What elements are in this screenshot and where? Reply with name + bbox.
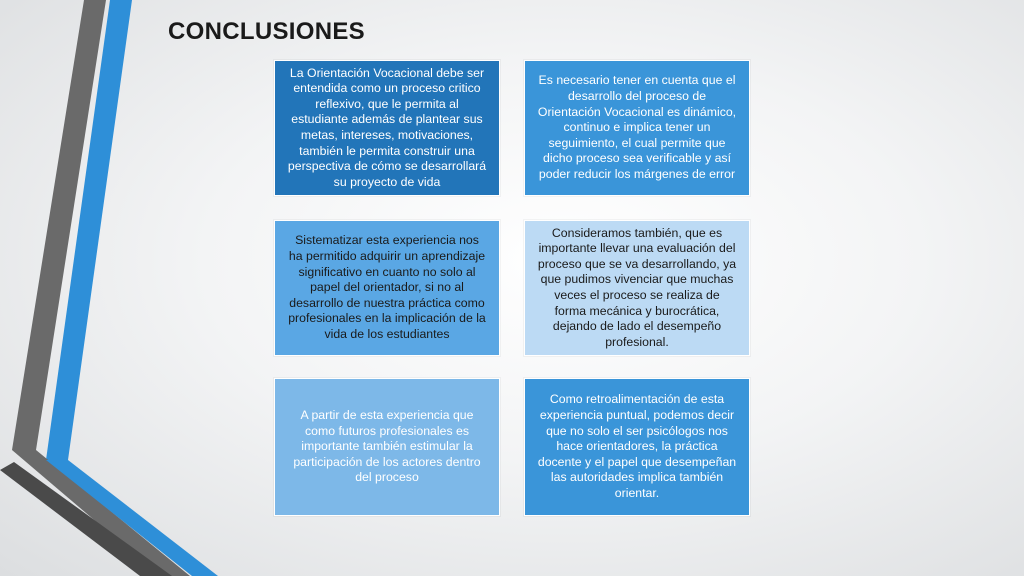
- conclusion-text: Es necesario tener en cuenta que el desarrollo del proceso de Orientación Vocacional es dinámico, continuo e implica tener un seguimiento, el cual permite que dicho proceso sea verificable y así poder reducir los márgenes de error: [537, 73, 737, 181]
- conclusion-box-6: [524, 378, 750, 516]
- conclusion-box-4: [524, 220, 750, 356]
- conclusion-box-1: [274, 60, 500, 196]
- conclusion-text: Como retroalimentación de esta experiencia puntual, podemos decir que no solo el ser psicólogos nos hace orientadores, la práctica docente y el papel que desempeñan las autoridades implica también orientar.: [537, 392, 737, 500]
- conclusion-text: La Orientación Vocacional debe ser entendida como un proceso critico reflexivo, que le permita al estudiante además de plantear sus metas, intereses, motivaciones, también le permita construir una perspectiva de cómo se desarrollará su proyecto de vida: [287, 65, 487, 189]
- conclusion-text: Sistematizar esta experiencia nos ha permitido adquirir un aprendizaje significativo en cuanto no solo al papel del orientador, si no al desarrollo de nuestra práctica como profesionales en la implicación de la vida de los estudiantes: [288, 233, 486, 341]
- dark-gray-stripe: [0, 462, 172, 576]
- conclusion-text: A partir de esta experiencia que como futuros profesionales es importante también estimular la participación de los actores dentro del proceso: [293, 408, 481, 485]
- gray-curve-stripe: [12, 450, 190, 576]
- conclusion-box-3: [274, 220, 500, 356]
- conclusion-text: Consideramos también, que es importante llevar una evaluación del proceso que se va desarrollando, ya que pudimos vivenciar que muchas veces el proceso se realiza de forma mecánica y burocrática, dejando de lado el desempeño profesional.: [537, 225, 737, 349]
- conclusion-box-5: [274, 378, 500, 516]
- slide-title: CONCLUSIONES: [168, 18, 365, 45]
- blue-stripe: [46, 0, 132, 460]
- blue-curve-stripe: [46, 460, 218, 576]
- conclusion-box-2: [524, 60, 750, 196]
- gray-stripe: [12, 0, 106, 450]
